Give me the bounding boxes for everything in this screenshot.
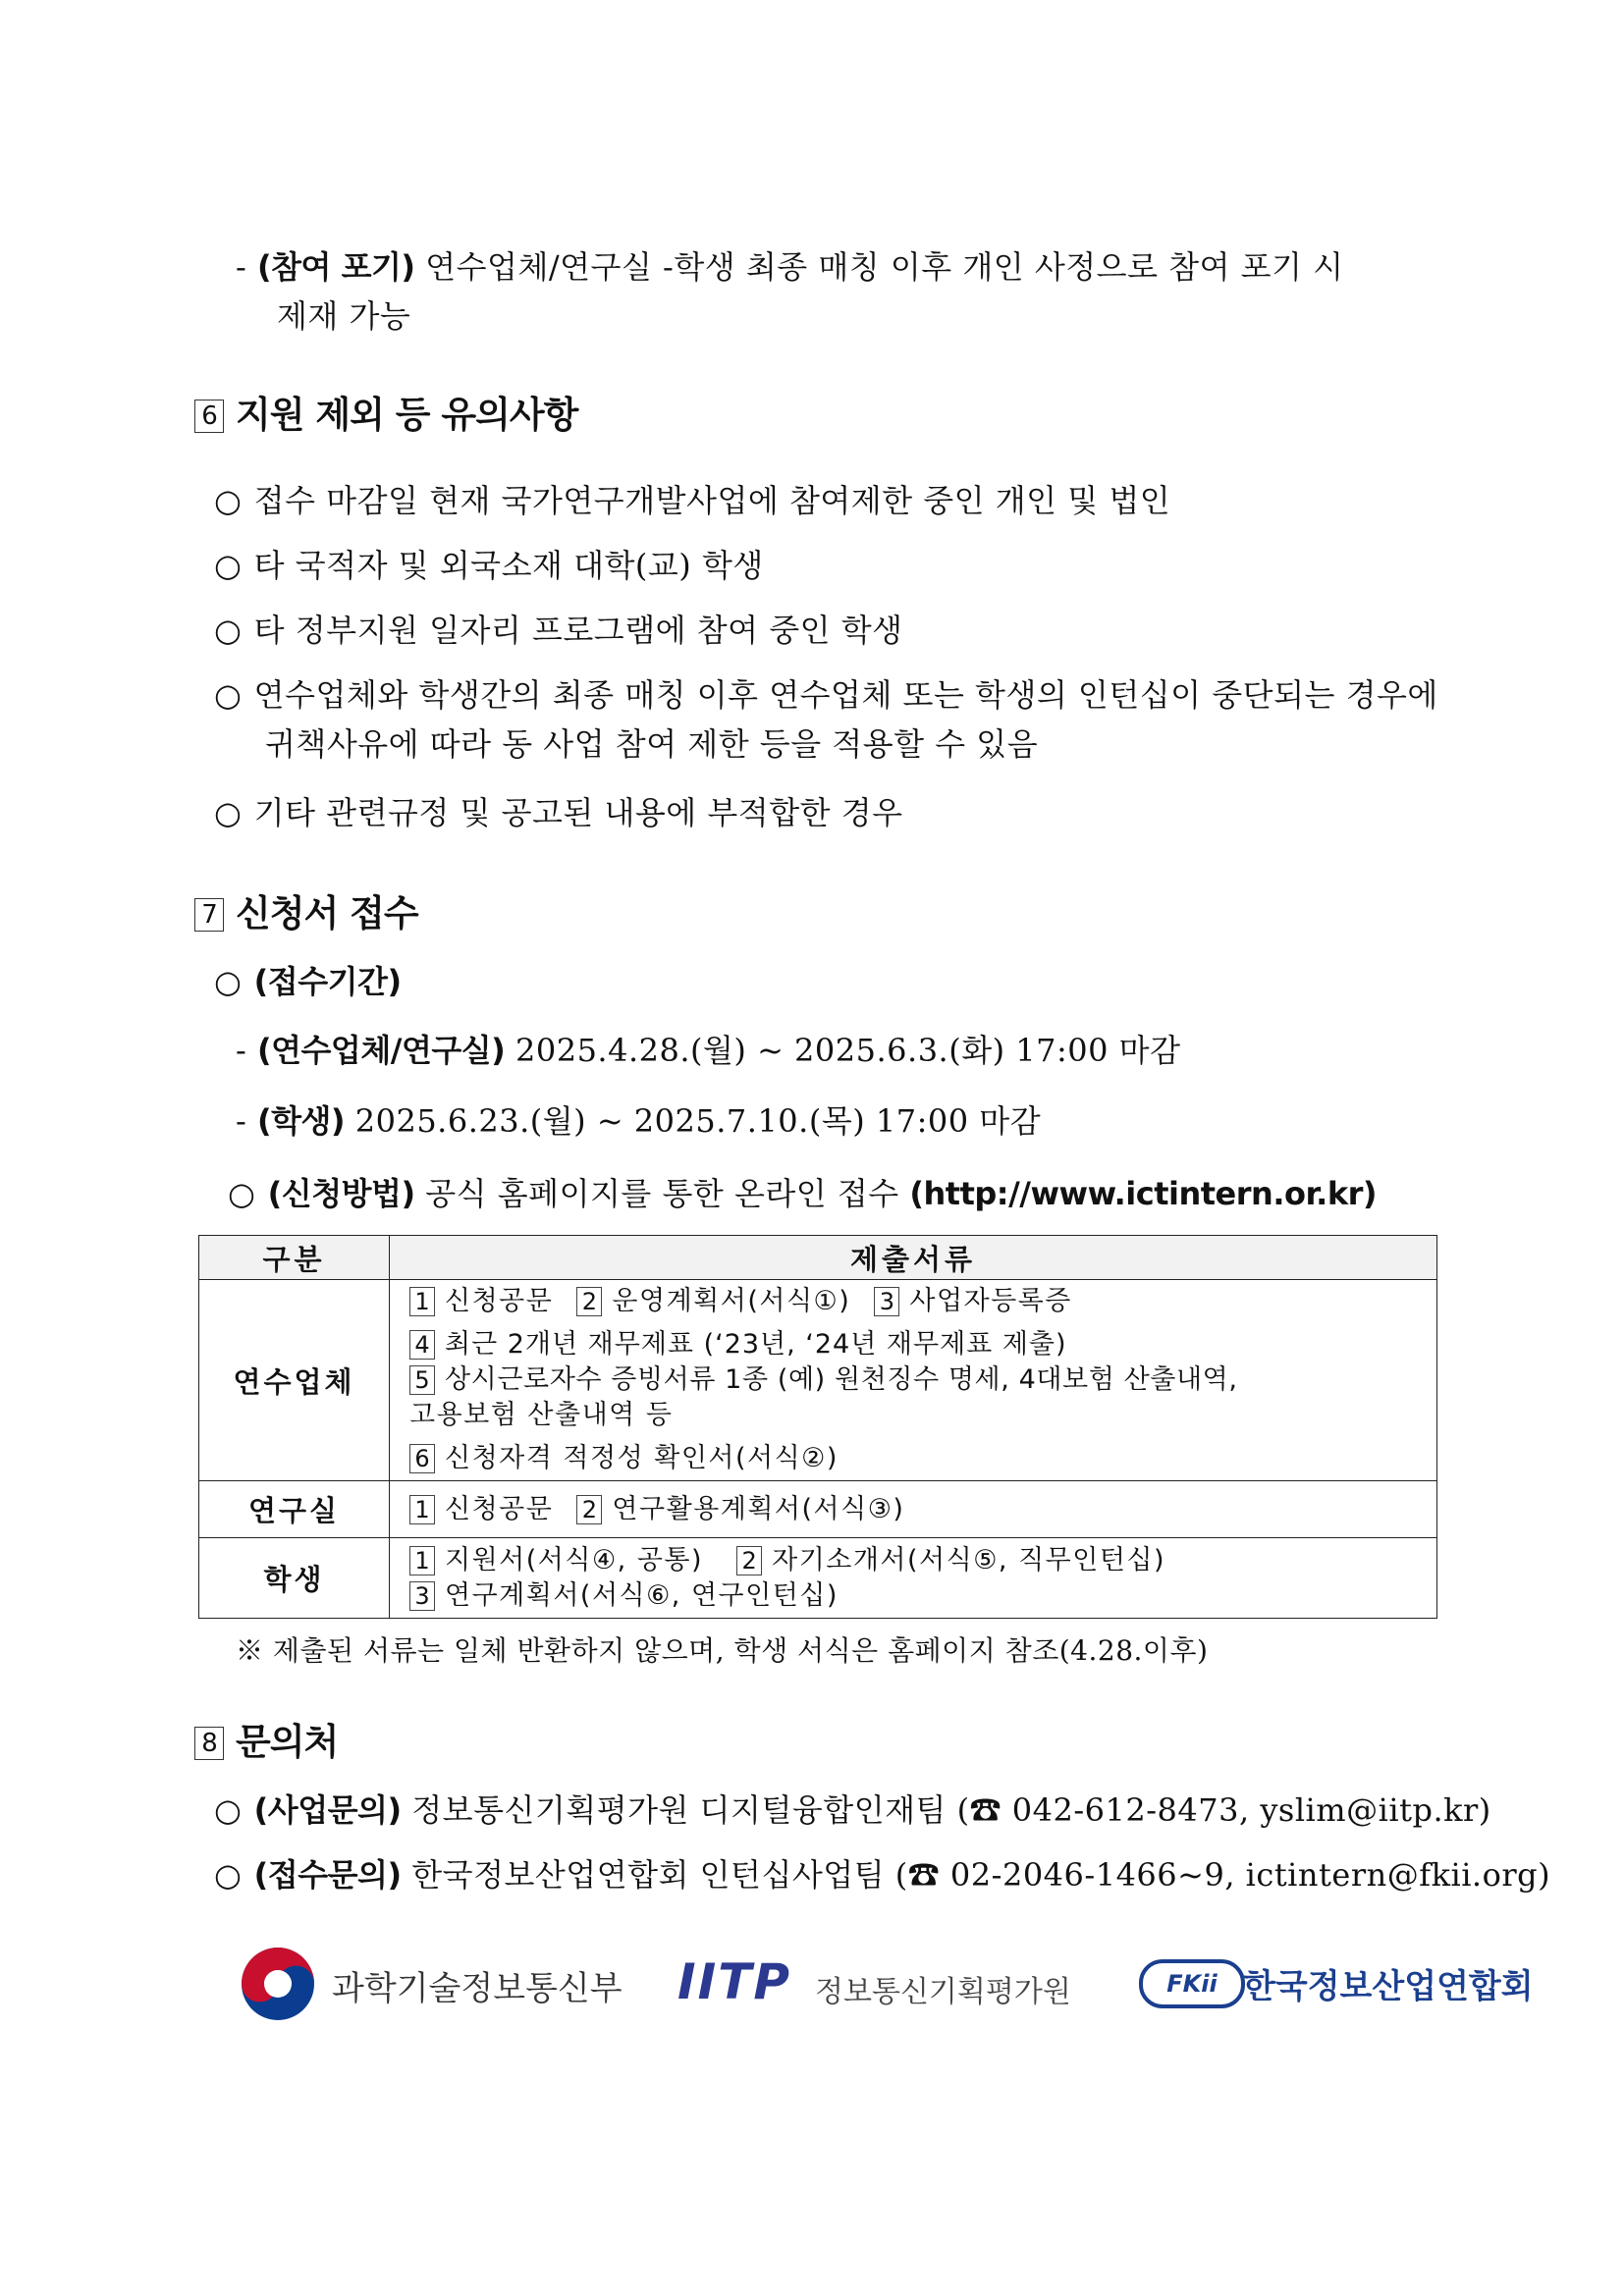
dash: - (236, 248, 247, 286)
doc-number: 3 (874, 1287, 899, 1316)
doc-line (409, 1362, 1417, 1398)
section6-title: 지원 제외 등 유의사항 (236, 394, 578, 436)
item-text: 연수업체와 학생간의 최종 매칭 이후 연수업체 또는 학생의 인턴십이 중단되는 경우에 (253, 676, 1438, 714)
doc-text: 신청자격 적정성 확인서(서식②) (445, 1443, 839, 1473)
bullet: ○ (214, 482, 243, 519)
doc-number: 5 (409, 1365, 435, 1395)
bullet: ○ (214, 676, 243, 714)
section7-title: 신청서 접수 (236, 892, 418, 934)
doc-number: 1 (409, 1546, 435, 1575)
section7-heading (194, 891, 418, 936)
biz-label: (사업문의) (253, 1791, 402, 1829)
student-period-text: 2025.6.23.(월) ~ 2025.7.10.(목) 17:00 마감 (354, 1102, 1042, 1140)
iitp-mark: IITP (677, 1953, 791, 2010)
row-category: 연수업체 (199, 1280, 390, 1481)
msit-logo (240, 1946, 316, 2026)
doc-line-cont: 고용보험 산출내역 등 (409, 1400, 674, 1430)
reg-label: (접수문의) (253, 1856, 402, 1894)
doc-line (409, 1441, 1417, 1476)
period-label: (접수기간) (253, 963, 402, 1000)
period-line (214, 962, 402, 1001)
giveup-text: 연수업체/연구실 -학생 최종 매칭 이후 개인 사정으로 참여 포기 시 (425, 248, 1344, 286)
method-url: (http://www.ictintern.or.kr) (909, 1175, 1378, 1212)
header-docs: 제출서류 (390, 1236, 1437, 1280)
doc-number: 4 (409, 1330, 435, 1360)
section6-item-4 (214, 675, 1438, 715)
doc-number: 2 (576, 1495, 602, 1524)
doc-number: 2 (736, 1546, 762, 1575)
msit-emblem-icon (240, 1946, 316, 2022)
table-row-company (199, 1280, 1437, 1481)
row-docs (390, 1481, 1437, 1538)
documents-table (198, 1235, 1437, 1619)
msit-name: 과학기술정보통신부 (332, 1969, 623, 2008)
doc-number: 1 (409, 1495, 435, 1524)
bullet: ○ (214, 612, 243, 649)
section6-item-3 (214, 611, 903, 650)
doc-number: 1 (409, 1287, 435, 1316)
item-text: 접수 마감일 현재 국가연구개발사업에 참여제한 중인 개인 및 법인 (253, 482, 1171, 519)
bullet: ○ (228, 1175, 256, 1212)
method-line (228, 1174, 1377, 1213)
bullet: ○ (214, 547, 243, 584)
method-label: (신청방법) (267, 1175, 415, 1212)
dash: - (236, 1032, 247, 1069)
doc-text: 신청공문 (445, 1493, 554, 1524)
doc-text: 연구계획서(서식⑥, 연구인턴십) (445, 1579, 839, 1611)
section6-item-5 (214, 793, 903, 832)
section8-number: 8 (194, 1727, 224, 1760)
iitp-name: 정보통신기획평가원 (815, 1975, 1071, 2009)
bullet: ○ (214, 1791, 243, 1829)
doc-text: 자기소개서(서식⑤, 직무인턴십) (772, 1544, 1166, 1575)
section7-number: 7 (194, 898, 224, 932)
biz-text: 정보통신기획평가원 디지털융합인재팀 (☎ 042-612-8473, yslim@iitp.kr) (411, 1791, 1491, 1829)
doc-number: 3 (409, 1581, 435, 1611)
student-period-line (236, 1101, 1041, 1141)
bullet: ○ (214, 963, 243, 1000)
fkii-mark-badge (1139, 1959, 1245, 2008)
row-docs (390, 1280, 1437, 1481)
participation-giveup-line1 (236, 247, 1344, 287)
section8-title: 문의처 (236, 1721, 339, 1763)
bullet: ○ (214, 1856, 243, 1894)
fkii-name: 한국정보산업연합회 (1243, 1967, 1534, 2006)
company-period-label: (연수업체/연구실) (256, 1032, 506, 1069)
company-period-line (236, 1031, 1181, 1070)
section6-heading (194, 393, 577, 438)
section6-item-4-line2: 귀책사유에 따라 동 사업 참여 제한 등을 적용할 수 있음 (265, 725, 1039, 763)
student-period-label: (학생) (256, 1102, 346, 1140)
contact-business (214, 1790, 1491, 1830)
fkii-mark: FKii (1166, 1970, 1218, 1998)
doc-line (409, 1284, 1417, 1319)
doc-line (409, 1327, 1417, 1362)
dash: - (236, 1102, 247, 1140)
company-period-text: 2025.4.28.(월) ~ 2025.6.3.(화) 17:00 마감 (514, 1032, 1181, 1069)
table-header-row (199, 1236, 1437, 1280)
bullet: ○ (214, 794, 243, 831)
reg-text: 한국정보산업연합회 인턴십사업팀 (☎ 02-2046-1466~9, ictintern@fkii.org) (411, 1856, 1551, 1894)
row-category: 연구실 (199, 1481, 390, 1538)
contact-registration (214, 1855, 1550, 1895)
giveup-label: (참여 포기) (256, 248, 415, 286)
header-category: 구분 (199, 1236, 390, 1280)
doc-text: 사업자등록증 (909, 1286, 1072, 1316)
item-text: 타 정부지원 일자리 프로그램에 참여 중인 학생 (253, 612, 903, 649)
doc-line (409, 1543, 1417, 1578)
doc-number: 2 (576, 1287, 602, 1316)
row-docs (390, 1538, 1437, 1619)
doc-text: 지원서(서식④, 공통) (445, 1544, 704, 1575)
doc-text: 신청공문 (445, 1286, 554, 1316)
section6-item-2 (214, 546, 764, 585)
participation-giveup-line2: 제재 가능 (277, 297, 411, 335)
table-note: ※ 제출된 서류는 일체 반환하지 않으며, 학생 서식은 홈페이지 참조(4.28.이후) (236, 1634, 1209, 1667)
item-text: 기타 관련규정 및 공고된 내용에 부적합한 경우 (253, 794, 903, 831)
doc-number: 6 (409, 1444, 435, 1473)
doc-text: 상시근로자수 증빙서류 1종 (예) 원천징수 명세, 4대보험 산출내역, (445, 1364, 1238, 1395)
section8-heading (194, 1720, 338, 1765)
doc-text: 연구활용계획서(서식③) (612, 1493, 905, 1524)
doc-line (409, 1492, 1417, 1527)
doc-text: 운영계획서(서식①) (612, 1286, 851, 1316)
table-row-student (199, 1538, 1437, 1619)
doc-text: 최근 2개년 재무제표 (‘23년, ‘24년 재무제표 제출) (445, 1329, 1067, 1360)
table-row-lab (199, 1481, 1437, 1538)
section6-number: 6 (194, 400, 224, 433)
item-text: 타 국적자 및 외국소재 대학(교) 학생 (253, 547, 764, 584)
row-category: 학생 (199, 1538, 390, 1619)
doc-line (409, 1578, 1417, 1614)
section6-item-1 (214, 481, 1170, 520)
method-text: 공식 홈페이지를 통한 온라인 접수 (425, 1175, 899, 1212)
